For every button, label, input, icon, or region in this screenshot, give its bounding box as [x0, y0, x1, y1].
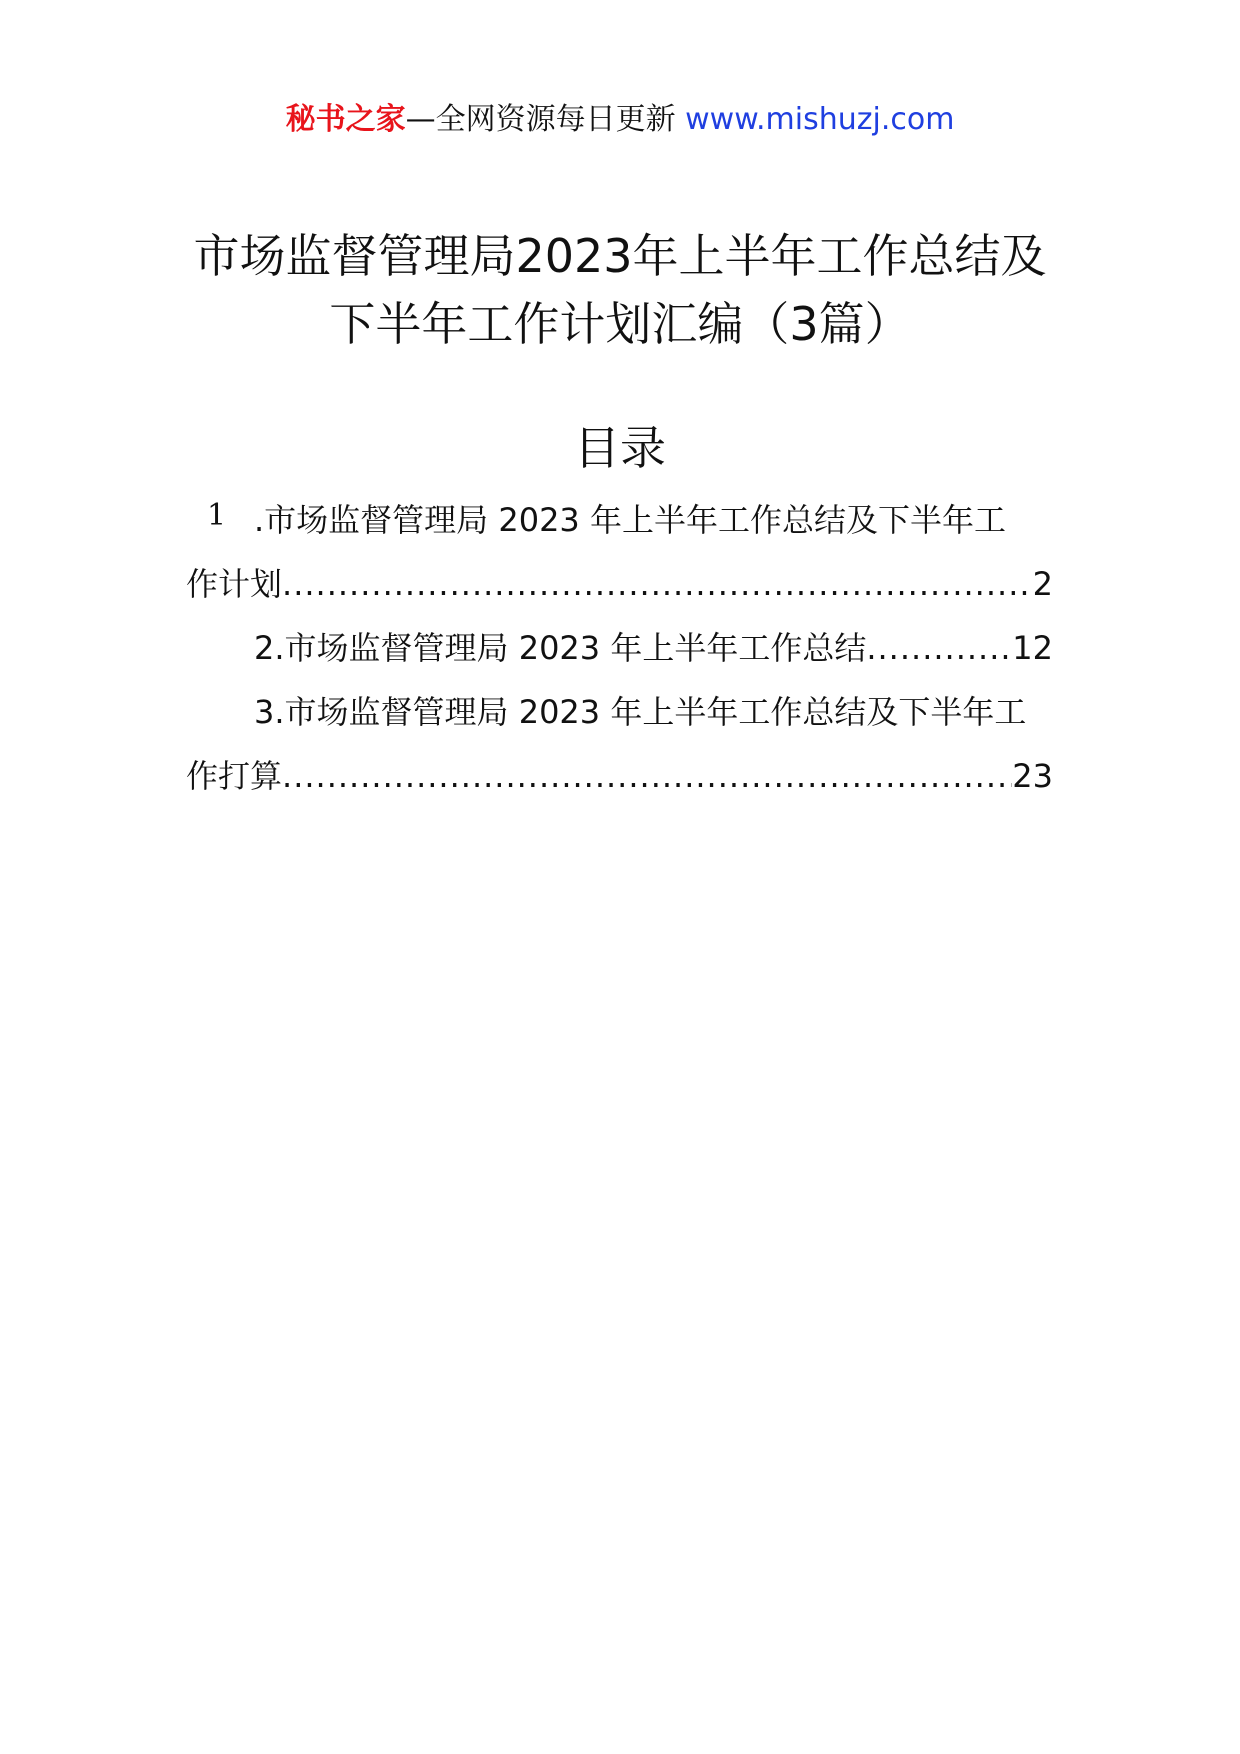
toc-entry-3[interactable] — [186, 680, 1053, 808]
title-line-1: 市场监督管理局2023年上半年工作总结及 — [193, 229, 1047, 283]
dot-leader — [282, 552, 1033, 616]
toc-entry-3-line-2 — [186, 744, 1053, 808]
toc-stray-number: 1 — [207, 498, 227, 533]
site-banner — [0, 100, 1240, 140]
toc-entry-1[interactable] — [186, 488, 1053, 616]
dot-leader — [282, 744, 1012, 808]
toc-entry-1-page: 2 — [1032, 565, 1053, 603]
toc-heading: 目录 — [574, 421, 666, 475]
toc-entry-1-line-2 — [186, 552, 1053, 616]
site-url-link[interactable]: www.mishuzj.com — [685, 102, 955, 137]
toc-entry-2-text: 2.市场监督管理局 2023 年上半年工作总结 — [254, 629, 867, 667]
title-line-2: 下半年工作计划汇编（3篇） — [329, 297, 911, 351]
brand-name: 秘书之家 — [285, 102, 406, 137]
toc-entry-3-continuation: 作打算 — [186, 757, 283, 795]
toc-entry-3-page: 23 — [1012, 757, 1053, 795]
toc-entry-1-line-1: .市场监督管理局 2023 年上半年工作总结及下半年工 — [254, 501, 1006, 539]
toc-entry-2-line-1 — [186, 616, 1053, 680]
toc-entry-3-line-1: 3.市场监督管理局 2023 年上半年工作总结及下半年工 — [254, 693, 1027, 731]
toc-entry-2[interactable] — [186, 616, 1053, 680]
dot-leader — [866, 616, 1012, 680]
toc-entry-1-continuation: 作计划 — [186, 565, 283, 603]
toc-entry-2-page: 12 — [1012, 629, 1053, 667]
document-title — [150, 222, 1090, 358]
banner-tagline: —全网资源每日更新 — [405, 102, 676, 137]
